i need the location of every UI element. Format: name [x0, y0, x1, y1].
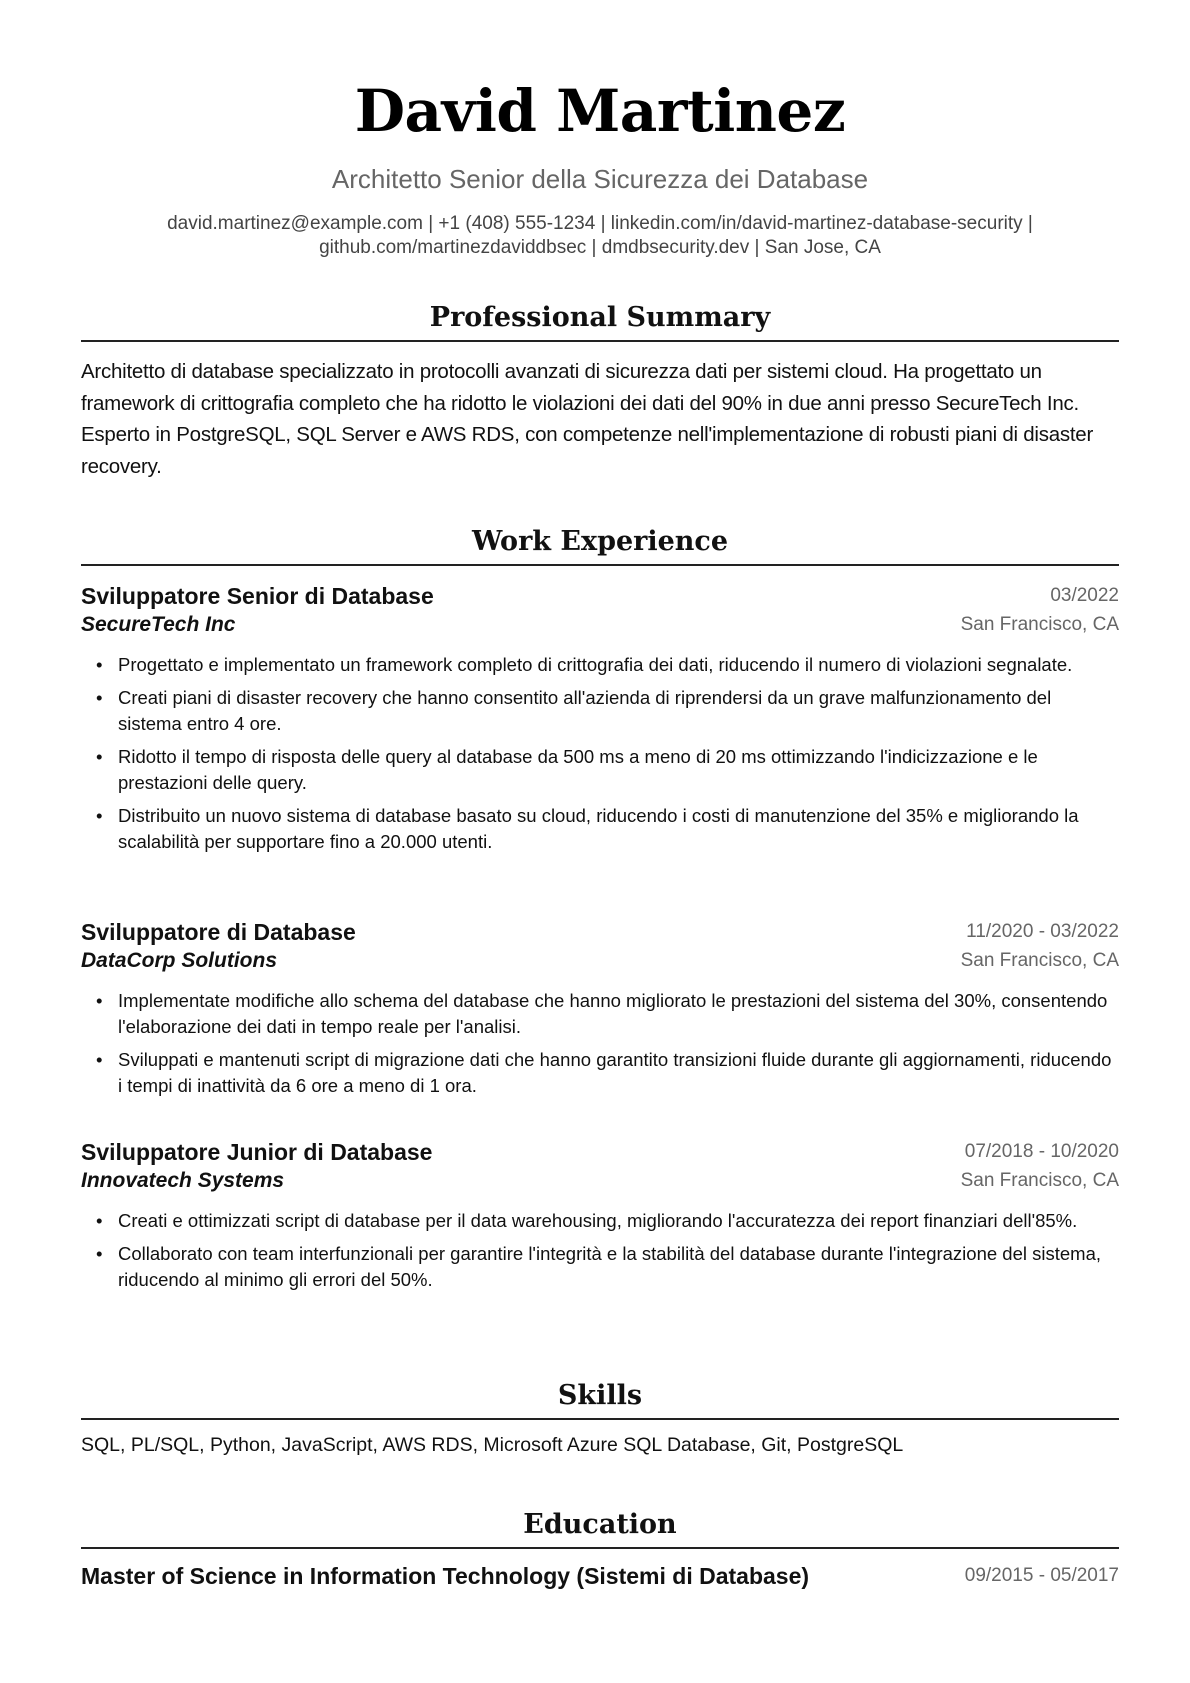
job-bullet: • Creati e ottimizzati script di database per il data warehousing, migliorando l'accuratezza dei report finanziari dell'85%. — [96, 1210, 1078, 1231]
contact-line-1: david.martinez@example.com | +1 (408) 555-1234 | linkedin.com/in/david-martinez-database-security | — [167, 213, 1033, 234]
experience-heading: Work Experience — [471, 526, 729, 557]
education-entry — [81, 1563, 1119, 1593]
job-company: Innovatech Systems — [81, 1169, 285, 1192]
contact-info — [141, 212, 1059, 260]
job-title: Sviluppatore di Database — [81, 919, 356, 945]
job-dates: 07/2018 - 10/2020 — [964, 1141, 1119, 1162]
skills-heading: Skills — [557, 1380, 643, 1411]
job-bullets — [81, 988, 1119, 1099]
job-company: SecureTech Inc — [81, 613, 236, 636]
job-bullet: • Progettato e implementato un framework completo di crittografia dei dati, riducendo il numero di violazioni segnalate. — [96, 654, 1073, 675]
skills-list: SQL, PL/SQL, Python, JavaScript, AWS RDS, Microsoft Azure SQL Database, Git, PostgreSQL — [81, 1434, 904, 1456]
job-location: San Francisco, CA — [960, 614, 1119, 635]
job-title: Sviluppatore Junior di Database — [81, 1139, 433, 1165]
job-bullet: • Ridotto il tempo di risposta delle query al database da 500 ms a meno di 20 ms ottimizzando l'indicizzazione e le prestazioni delle query. — [96, 746, 1038, 793]
contact-line-2: github.com/martinezdaviddbsec | dmdbsecurity.dev | San Jose, CA — [319, 237, 881, 258]
job-dates: 11/2020 - 03/2022 — [966, 921, 1119, 942]
job-bullet: • Sviluppati e mantenuti script di migrazione dati che hanno garantito transizioni fluide durante gli aggiornamenti, riducendo i tempi di inattività da 6 ore a meno di 1 ora. — [96, 1049, 1112, 1096]
job-company: DataCorp Solutions — [81, 949, 278, 972]
summary-text: Architetto di database specializzato in protocolli avanzati di sicurezza dati per sistemi cloud. Ha progettato un framework di crittografia completo che ha ridotto le violazioni dei dati del 90% in due anni presso SecureTech Inc. Esperto in PostgreSQL, SQL Server e AWS RDS, con competenze nell'implementazione di robusti piani di disaster recovery. — [81, 360, 1094, 478]
job-title: Sviluppatore Senior di Database — [81, 583, 434, 609]
summary-heading: Professional Summary — [429, 302, 771, 333]
job-entry — [81, 583, 1119, 862]
job-bullets — [81, 1208, 1119, 1293]
education-dates: 09/2015 - 05/2017 — [964, 1565, 1119, 1586]
section-divider — [81, 1418, 1119, 1420]
job-location: San Francisco, CA — [960, 1170, 1119, 1191]
job-bullets — [81, 652, 1119, 855]
section-divider — [81, 340, 1119, 342]
job-bullet: • Implementate modifiche allo schema del database che hanno migliorato le prestazioni del sistema del 30%, consentendo l'elaborazione dei dati in tempo reale per l'analisi. — [96, 990, 1108, 1037]
job-bullet: • Distribuito un nuovo sistema di database basato su cloud, riducendo i costi di manutenzione del 35% e migliorando la scalabilità per supportare fino a 20.000 utenti. — [96, 805, 1079, 852]
education-heading: Education — [523, 1509, 677, 1540]
job-bullet: • Collaborato con team interfunzionali per garantire l'integrità e la stabilità del database durante l'integrazione del sistema, riducendo al minimo gli errori del 50%. — [96, 1243, 1102, 1290]
candidate-title: Architetto Senior della Sicurezza dei Database — [331, 164, 869, 194]
job-bullet: • Creati piani di disaster recovery che hanno consentito all'azienda di riprendersi da un grave malfunzionamento del sistema entro 4 ore. — [96, 687, 1052, 734]
job-dates: 03/2022 — [1050, 585, 1119, 606]
candidate-name: David Martinez — [354, 77, 846, 145]
job-location: San Francisco, CA — [960, 950, 1119, 971]
education-degree: Master of Science in Information Technology (Sistemi di Database) — [81, 1563, 810, 1589]
job-entry — [81, 1139, 1119, 1300]
section-divider — [81, 564, 1119, 566]
job-entry — [81, 919, 1119, 1106]
section-divider — [81, 1547, 1119, 1549]
